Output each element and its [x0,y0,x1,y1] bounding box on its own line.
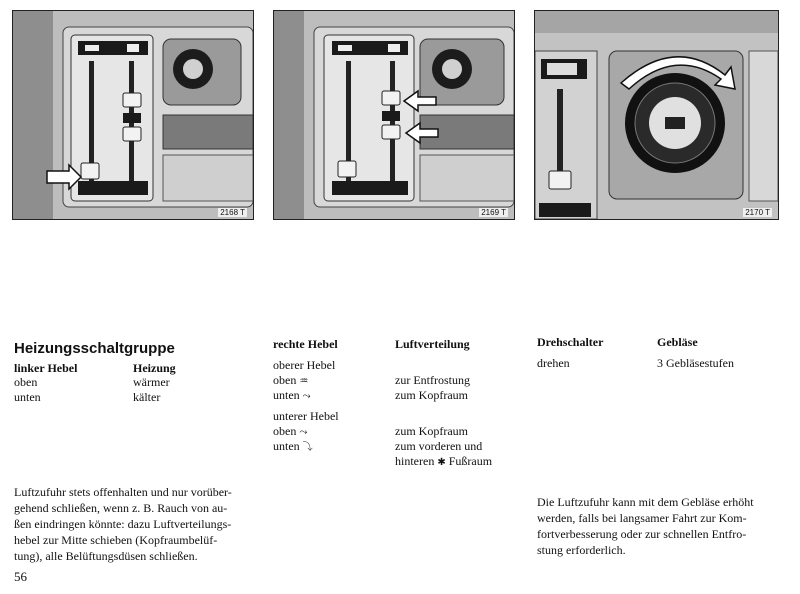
figure-3-photo [534,10,779,220]
note-left-line-1: Luftzufuhr stets offenhalten und nur vorüber- [14,485,232,499]
figure-3-illustration [535,11,778,219]
figure-2-illustration [274,11,514,219]
defrost-icon: ♒ [299,376,309,387]
upper-lever-row-up [273,373,308,389]
note-right [537,494,785,558]
note-right-line-1: Die Luftzufuhr kann mit dem Gebläse erhöht [537,495,754,509]
right-lever-header: rechte Hebel [273,337,338,351]
foot-space-icon: ✱ [437,457,446,468]
left-lever-effect-up: wärmer [133,375,170,389]
figure-1-illustration [13,11,253,219]
upper-lever-down-position: unten [273,388,300,402]
rotary-action: drehen [537,356,570,370]
lower-lever-row-down [273,439,313,455]
distribution-upper-2: zum Kopfraum [395,388,468,402]
distribution-upper-1: zur Entfrostung [395,373,470,387]
lower-lever-down-position: unten [273,439,300,453]
figure-2-number: 2169 T [481,208,506,217]
blower-stages: 3 Gebläsestufen [657,356,734,370]
upper-lever-label: oberer Hebel [273,358,336,372]
head-vent-icon: ⤳ [302,391,311,402]
lower-lever-label: unterer Hebel [273,409,339,423]
figure-3-number: 2170 T [745,208,770,217]
head-vent-icon: ⤳ [299,427,308,438]
figure-2-photo [273,10,515,220]
note-right-line-4: stung erforderlich. [537,543,626,557]
lower-lever-up-position: oben [273,424,297,438]
distribution-lower-3 [395,454,492,470]
upper-lever-row-down [273,388,311,404]
distribution-lower-3a: hinteren [395,454,435,468]
foot-vent-icon: ⤵ [302,442,313,453]
heating-header: Heizung [133,361,176,375]
distribution-lower-2: zum vorderen und [395,439,483,453]
distribution-header: Luftverteilung [395,337,470,351]
left-lever-position-down: unten [14,390,41,404]
distribution-lower-1: zum Kopfraum [395,424,468,438]
note-left-line-3: ßen eindringen könnte: dazu Luftverteilungs- [14,517,232,531]
page-number: 56 [14,569,27,584]
note-left-line-5: tung), alle Belüftungsdüsen schließen. [14,549,198,563]
note-left-line-4: hebel zur Mitte schieben (Kopfraumbelüf- [14,533,218,547]
rotary-header: Drehschalter [537,335,604,349]
note-left-line-2: gehend schließen, wenn z. B. Rauch von au- [14,501,228,515]
note-right-line-3: fortverbesserung oder zur schnellen Entfro- [537,527,747,541]
blower-header: Gebläse [657,335,698,349]
section-title: Heizungsschaltgruppe [14,340,175,357]
figure-1-number: 2168 T [220,208,245,217]
upper-lever-up-position: oben [273,373,297,387]
left-lever-position-up: oben [14,375,38,389]
note-left [14,484,262,564]
note-right-line-2: werden, falls bei langsamer Fahrt zur Kom- [537,511,747,525]
left-lever-effect-down: kälter [133,390,161,404]
distribution-lower-3b: Fußraum [448,454,493,468]
figure-1-photo [12,10,254,220]
left-lever-header: linker Hebel [14,361,78,375]
lower-lever-row-up [273,424,307,440]
